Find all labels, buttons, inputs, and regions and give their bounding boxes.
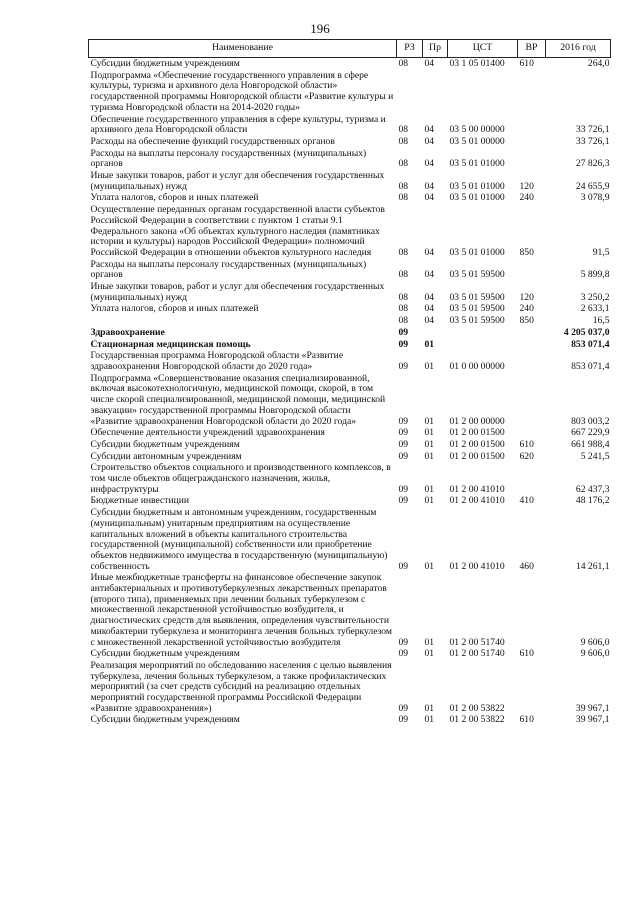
row-name: Субсидии бюджетным учреждениям <box>90 58 240 69</box>
row-vr <box>518 327 546 339</box>
row-amount: 39 967,1 <box>575 714 610 726</box>
row-cst: 01 2 00 01500 <box>449 438 505 450</box>
row-cst: 01 2 00 53822 <box>449 702 505 714</box>
table-row <box>89 204 611 259</box>
row-pr: 04 <box>424 291 435 303</box>
table-row <box>89 114 611 136</box>
row-pr: 01 <box>424 415 435 427</box>
row-cst: 03 1 05 01400 <box>449 58 505 69</box>
row-amount: 853 071,4 <box>571 338 610 350</box>
table-row <box>89 136 611 148</box>
row-name: Расходы на выплаты персоналу государственных (муниципальных) органов <box>90 147 367 170</box>
table-header <box>89 40 611 58</box>
row-name: Иные закупки товаров, работ и услуг для обеспечения государственных (муниципальных) нужд <box>90 170 385 192</box>
row-vr: 410 <box>519 495 534 507</box>
row-amount: 9 606,0 <box>580 636 610 648</box>
row-vr: 240 <box>519 303 534 315</box>
row-rz: 09 <box>398 415 409 427</box>
row-rz: 09 <box>398 427 409 439</box>
row-amount: 4 205 037,0 <box>563 326 610 338</box>
row-vr: 610 <box>519 438 534 450</box>
row-cst: 03 5 00 00000 <box>449 124 505 136</box>
row-pr: 01 <box>424 483 435 495</box>
row-pr: 01 <box>424 648 435 660</box>
table-row <box>89 462 611 495</box>
row-rz: 08 <box>398 291 409 303</box>
row-name: Обеспечение государственного управления в сфере культуры, туризма и архивного дела Новгородской области <box>90 113 386 136</box>
row-amount: 16,5 <box>592 315 610 327</box>
row-amount: 3 078,9 <box>580 192 610 204</box>
row-name: Стационарная медицинская помощь <box>90 338 251 350</box>
row-name: Уплата налогов, сборов и иных платежей <box>90 303 259 315</box>
row-rz: 08 <box>398 303 409 315</box>
row-pr: 01 <box>424 438 435 450</box>
table-body <box>89 58 611 727</box>
row-amount: 9 606,0 <box>580 648 610 660</box>
row-vr <box>518 462 546 495</box>
table-row <box>89 439 611 451</box>
row-vr <box>518 70 546 114</box>
table-row <box>89 660 611 715</box>
table-row <box>89 303 611 315</box>
row-pr: 01 <box>424 338 435 350</box>
row-vr: 610 <box>519 58 534 69</box>
row-amount: 803 003,2 <box>571 415 610 427</box>
row-rz: 08 <box>398 315 409 327</box>
row-name: Подпрограмма «Совершенствование оказания специализированной, включая высокотехнологичную, медицинской помощи, скорой, в том числе скорой специализированной, медицинской помощи, медицинской эвакуации» государственной программы Новгородской области «Развитие здравоохранения Новгородской области до 2020 года» <box>90 372 386 427</box>
table-row <box>89 495 611 507</box>
table-row <box>89 148 611 170</box>
row-cst <box>448 339 518 351</box>
table-row <box>89 373 611 428</box>
row-name: Субсидии бюджетным учреждениям <box>90 714 240 726</box>
row-name: Субсидии бюджетным учреждениям <box>90 438 240 450</box>
row-amount <box>546 70 611 114</box>
row-rz: 09 <box>398 560 409 572</box>
table-row <box>89 572 611 648</box>
row-cst <box>448 327 518 339</box>
row-pr: 01 <box>424 360 435 372</box>
row-cst: 01 2 00 53822 <box>449 714 505 726</box>
row-vr: 620 <box>519 450 534 462</box>
row-rz: 08 <box>398 180 409 192</box>
row-vr: 850 <box>519 246 534 258</box>
table-row <box>89 451 611 463</box>
table-row <box>89 339 611 351</box>
header-cst: ЦСТ <box>448 40 518 58</box>
row-name: Уплата налогов, сборов и иных платежей <box>90 192 259 204</box>
row-pr: 04 <box>424 246 435 258</box>
row-cst: 03 5 01 00000 <box>449 135 505 147</box>
table-row <box>89 350 611 372</box>
row-pr: 04 <box>424 58 435 69</box>
table-row <box>89 192 611 204</box>
row-cst: 03 5 01 59500 <box>449 315 505 327</box>
table-row <box>89 427 611 439</box>
header-name: Наименование <box>89 40 397 58</box>
row-vr: 120 <box>519 291 534 303</box>
row-rz: 09 <box>398 702 409 714</box>
row-vr <box>518 660 546 715</box>
row-name <box>89 315 397 327</box>
table-row <box>89 315 611 327</box>
row-rz: 09 <box>398 483 409 495</box>
row-amount: 661 988,4 <box>571 438 610 450</box>
row-rz: 09 <box>398 495 409 507</box>
row-name: Иные закупки товаров, работ и услуг для обеспечения государственных (муниципальных) нужд <box>90 281 385 303</box>
row-amount: 62 437,3 <box>575 483 610 495</box>
row-rz: 08 <box>398 246 409 258</box>
row-amount: 48 176,2 <box>575 495 610 507</box>
row-amount: 39 967,1 <box>575 702 610 714</box>
row-name: Здравоохранение <box>90 326 165 338</box>
row-pr: 04 <box>424 124 435 136</box>
row-name: Подпрограмма «Обеспечение государственного управления в сфере культуры, туризма и архивного дела Новгородской области» государственной программы Новгородской области «Развитие культуры и туризма Новгородской области на 2014-2020 годы» <box>90 69 394 113</box>
row-cst: 01 2 00 41010 <box>449 483 505 495</box>
row-vr: 850 <box>519 315 534 327</box>
row-amount: 14 261,1 <box>575 560 610 572</box>
row-amount: 24 655,9 <box>575 180 610 192</box>
row-pr: 01 <box>424 636 435 648</box>
row-cst: 01 2 00 41010 <box>449 495 505 507</box>
header-vr: ВР <box>518 40 546 58</box>
row-pr: 01 <box>424 702 435 714</box>
row-vr <box>518 259 546 281</box>
table-row <box>89 507 611 572</box>
row-cst: 01 2 00 41010 <box>449 560 505 572</box>
row-name: Иные межбюджетные трансферты на финансовое обеспечение закупок антибактериальных и противотуберкулезных лекарственных препаратов (второго типа), применяемых при лечении больных туберкулезом с множественной лекарственной устойчивостью возбудителя, и диагностических средств для выявления, определения чувствительности микобактерии туберкулеза и мониторинга лечения больных туберкулезом с множественной лекарственной устойчивостью возбудителя <box>90 572 392 648</box>
row-name: Государственная программа Новгородской области «Развитие здравоохранения Новгородской области до 2020 года» <box>90 350 344 372</box>
header-row <box>89 40 611 58</box>
row-name: Осуществление переданных органам государственной власти субъектов Российской Федерации в соответствии с пунктом 1 статьи 9.1 Федерального закона «Об объектах культурного наследия (памятниках истории и культуры) народов Российской Федерации» полномочий Российской Федерации в отношении объектов культурного наследия <box>90 204 385 258</box>
row-rz: 09 <box>398 326 409 338</box>
row-vr <box>518 148 546 170</box>
row-vr: 240 <box>519 192 534 204</box>
row-pr: 04 <box>424 135 435 147</box>
table-row <box>89 714 611 726</box>
row-amount: 3 250,2 <box>580 291 610 303</box>
row-vr <box>518 373 546 428</box>
row-cst: 03 5 01 01000 <box>449 180 505 192</box>
row-vr <box>518 350 546 372</box>
row-amount: 27 826,3 <box>575 158 610 170</box>
header-pr: Пр <box>423 40 448 58</box>
row-cst: 03 5 01 01000 <box>449 192 505 204</box>
row-vr: 120 <box>519 180 534 192</box>
row-rz: 09 <box>398 338 409 350</box>
row-amount: 2 633,1 <box>580 303 610 315</box>
header-year: 2016 год <box>546 40 611 58</box>
header-rz: РЗ <box>397 40 423 58</box>
row-amount: 853 071,4 <box>571 360 610 372</box>
row-pr: 01 <box>424 495 435 507</box>
row-rz: 09 <box>398 636 409 648</box>
row-vr <box>518 339 546 351</box>
row-rz: 08 <box>398 158 409 170</box>
row-cst: 01 2 00 00000 <box>449 415 505 427</box>
row-pr: 04 <box>424 158 435 170</box>
row-vr: 610 <box>519 714 534 726</box>
row-amount: 5 899,8 <box>580 269 610 281</box>
row-rz: 08 <box>398 269 409 281</box>
table-row <box>89 281 611 303</box>
row-pr: 01 <box>424 714 435 726</box>
row-pr <box>423 70 448 114</box>
row-pr: 04 <box>424 303 435 315</box>
row-cst: 01 2 00 51740 <box>449 648 505 660</box>
row-vr <box>518 114 546 136</box>
row-amount: 5 241,5 <box>580 450 610 462</box>
row-name: Реализация мероприятий по обследованию населения с целью выявления туберкулеза, лечения больных туберкулезом, а также профилактических мероприятий (за счет средств субсидий на реализацию отдельных мероприятий государственной программы Российской Федерации «Развитие здравоохранения») <box>90 659 392 714</box>
table-row <box>89 70 611 114</box>
row-vr <box>518 572 546 648</box>
row-cst: 01 2 00 01500 <box>449 450 505 462</box>
row-rz: 09 <box>398 438 409 450</box>
row-cst: 01 2 00 01500 <box>449 427 505 439</box>
row-pr <box>423 327 448 339</box>
row-cst <box>448 70 518 114</box>
row-cst: 03 5 01 59500 <box>449 303 505 315</box>
table-row <box>89 259 611 281</box>
row-cst: 01 0 00 00000 <box>449 360 505 372</box>
row-name: Расходы на выплаты персоналу государственных (муниципальных) органов <box>90 258 367 281</box>
row-amount: 33 726,1 <box>575 124 610 136</box>
row-pr: 01 <box>424 427 435 439</box>
row-vr: 610 <box>519 648 534 660</box>
row-vr: 460 <box>519 560 534 572</box>
row-pr: 04 <box>424 180 435 192</box>
row-cst: 03 5 01 01000 <box>449 158 505 170</box>
row-amount: 33 726,1 <box>575 135 610 147</box>
row-pr: 04 <box>424 315 435 327</box>
row-name: Бюджетные инвестиции <box>90 495 189 507</box>
row-rz: 08 <box>398 124 409 136</box>
row-rz <box>397 70 423 114</box>
row-cst: 01 2 00 51740 <box>449 636 505 648</box>
table-row <box>89 58 611 70</box>
row-rz: 08 <box>398 192 409 204</box>
row-vr <box>518 136 546 148</box>
row-name: Субсидии автономным учреждениям <box>90 450 242 462</box>
table-row <box>89 327 611 339</box>
row-amount: 91,5 <box>592 246 610 258</box>
row-name: Обеспечение деятельности учреждений здравоохранения <box>90 427 325 439</box>
row-cst: 03 5 01 01000 <box>449 246 505 258</box>
row-name: Субсидии бюджетным и автономным учреждениям, государственным (муниципальным) унитарным предприятиям на осуществление капитальных вложений в объекты капитального строительства государственной (муниципальной) собственности или приобретение объектов недвижимого имущества в государственную (муниципальную) собственность <box>90 507 388 572</box>
row-name: Расходы на обеспечение функций государственных органов <box>90 135 335 147</box>
row-name: Строительство объектов социального и производственного комплексов, в том числе объектов общегражданского назначения, жилья, инфраструктуры <box>90 462 391 495</box>
budget-table <box>88 39 611 726</box>
row-rz: 09 <box>398 360 409 372</box>
row-rz: 09 <box>398 648 409 660</box>
row-cst: 03 5 01 59500 <box>449 269 505 281</box>
row-pr: 04 <box>424 269 435 281</box>
row-rz: 09 <box>398 714 409 726</box>
row-name: Субсидии бюджетным учреждениям <box>90 648 240 660</box>
page-number: 196 <box>310 21 330 36</box>
row-amount: 667 229,9 <box>571 427 610 439</box>
row-vr <box>518 427 546 439</box>
row-cst: 03 5 01 59500 <box>449 291 505 303</box>
row-rz: 08 <box>398 58 409 69</box>
row-pr: 04 <box>424 192 435 204</box>
table-row <box>89 170 611 192</box>
table-row <box>89 648 611 660</box>
row-pr: 01 <box>424 560 435 572</box>
row-rz: 08 <box>398 135 409 147</box>
row-pr: 01 <box>424 450 435 462</box>
row-rz: 09 <box>398 450 409 462</box>
row-amount: 264,0 <box>587 58 610 69</box>
